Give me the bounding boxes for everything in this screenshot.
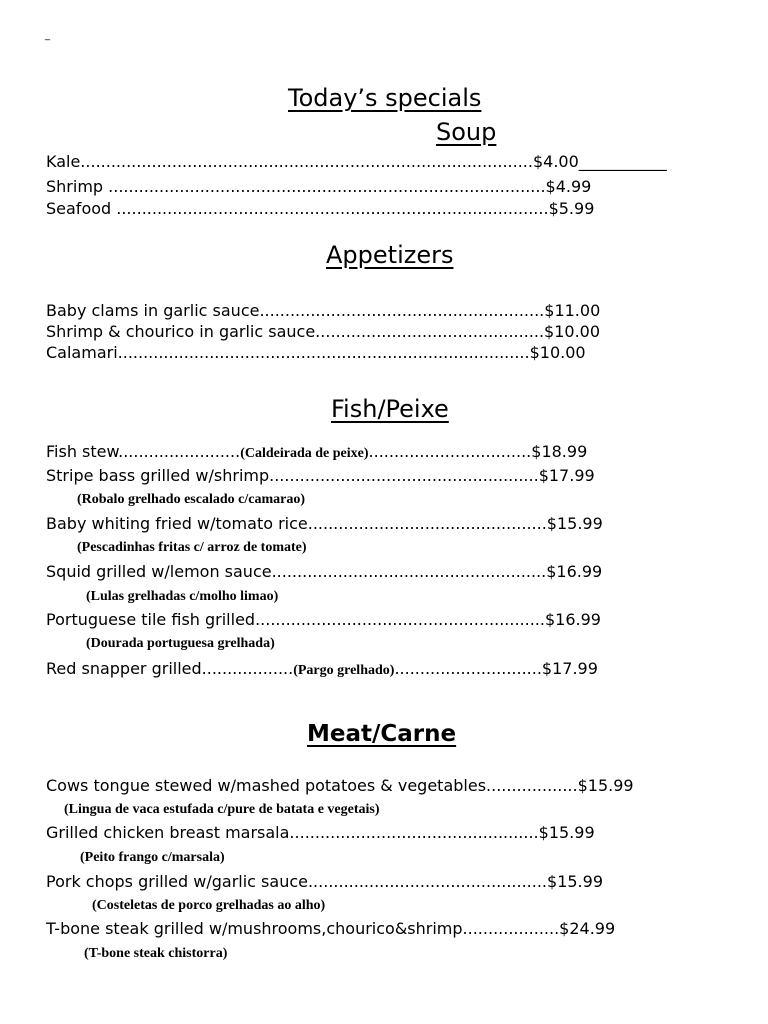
fish-item-tile-fish: Portuguese tile fish grilled.........................................................$16.99 <box>46 610 601 629</box>
fish-stew-translation: (Caldeirada de peixe) <box>240 446 369 461</box>
meat-item: Grilled chicken breast marsala.................................................$15.99 <box>46 823 595 842</box>
fish-heading: Fish/Peixe <box>331 395 449 423</box>
corner-mark: _ <box>45 30 50 41</box>
meat-item: T-bone steak grilled w/mushrooms,chourico&shrimp...................$24.99 <box>46 919 616 938</box>
fish-snapper-translation: (Pargo grelhado) <box>293 663 395 678</box>
soup-kale <box>46 152 667 172</box>
appetizer-item: Shrimp & chourico in garlic sauce.............................................$10.00 <box>46 322 601 341</box>
fish-stew-price: ................................$18.99 <box>368 442 588 461</box>
meat-heading: Meat/Carne <box>307 721 457 747</box>
soup-kale-text: Kale.........................................................................................$4.00 <box>46 152 579 171</box>
fish-item-stripe-bass: Stripe bass grilled w/shrimp.....................................................$17.99 <box>46 466 595 485</box>
soup-seafood: Seafood .....................................................................................$5.99 <box>46 199 595 218</box>
meat-translation: (Lingua de vaca estufada c/pure de batata e vegetais) <box>64 802 380 817</box>
fish-translation: (Robalo grelhado escalado c/camarao) <box>77 492 305 507</box>
fish-snapper-name: Red snapper grilled.................. <box>46 659 294 678</box>
fish-item-stew <box>46 442 587 464</box>
fish-translation: (Lulas grelhadas c/molho limao) <box>86 589 279 604</box>
fish-stew-name: Fish stew........................ <box>46 442 241 461</box>
meat-item: Cows tongue stewed w/mashed potatoes & vegetables..................$15.99 <box>46 776 634 795</box>
meat-translation: (Costeletas de porco grelhadas ao alho) <box>92 898 326 913</box>
fish-item-baby-whiting: Baby whiting fried w/tomato rice...............................................$15.99 <box>46 514 603 533</box>
appetizer-item: Baby clams in garlic sauce........................................................$11.00 <box>46 301 601 320</box>
fish-translation: (Dourada portuguesa grelhada) <box>86 636 275 651</box>
appetizer-item: Calamari.................................................................................$10.00 <box>46 343 586 362</box>
meat-item: Pork chops grilled w/garlic sauce...............................................$15.99 <box>46 872 603 891</box>
meat-translation: (T-bone steak chistorra) <box>84 946 228 961</box>
fish-item-squid: Squid grilled w/lemon sauce......................................................$16.99 <box>46 562 603 581</box>
soup-shrimp: Shrimp ......................................................................................$4.99 <box>46 177 592 196</box>
appetizers-heading: Appetizers <box>326 241 454 269</box>
soup-kale-trailing: ___________ <box>578 152 667 171</box>
fish-translation: (Pescadinhas fritas c/ arroz de tomate) <box>77 540 307 555</box>
soup-heading: Soup <box>436 118 497 146</box>
fish-item-snapper <box>46 659 598 681</box>
fish-snapper-price: .............................$17.99 <box>394 659 598 678</box>
meat-translation: (Peito frango c/marsala) <box>80 850 225 865</box>
page-title: Today’s specials <box>288 84 482 112</box>
